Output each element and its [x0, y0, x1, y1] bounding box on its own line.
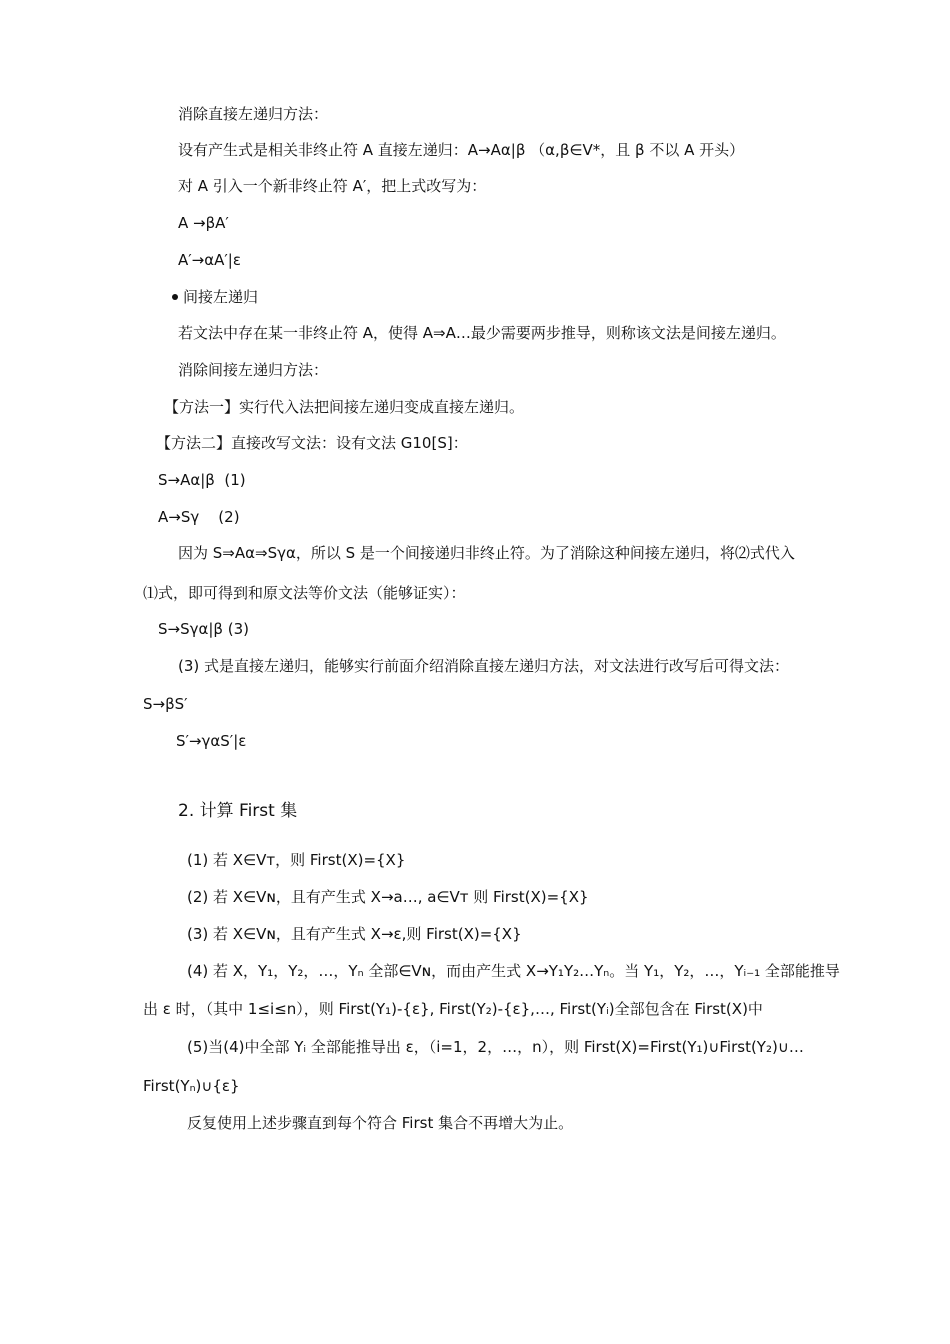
text-line: 消除间接左递归方法：	[178, 361, 329, 379]
rule-line: (1) 若 X∈Vт，则 First(X)={X}	[187, 851, 406, 869]
text-line: 【方法一】实行代入法把间接左递归变成直接左递归。	[164, 398, 525, 416]
bullet-icon	[172, 294, 178, 300]
formula-line: S→Aα|β (1)	[158, 471, 246, 489]
formula-line: A′→αA′|ε	[178, 251, 241, 269]
text-line: 若文法中存在某一非终止符 A，使得 A⇒A…最少需要两步推导，则称该文法是间接左递归。	[178, 324, 786, 342]
rule-line: 出 ε 时，（其中 1≤i≤n），则 First(Y₁)-{ε}, First(Y₂)-{ε},…, First(Yᵢ)全部包含在 First(X)中	[143, 1000, 763, 1018]
text-line: (3) 式是直接左递归，能够实行前面介绍消除直接左递归方法，对文法进行改写后可得文法：	[178, 657, 790, 675]
rule-line: (2) 若 X∈Vɴ，且有产生式 X→a…, a∈Vт 则 First(X)={X}	[187, 888, 589, 906]
formula-line: A →βA′	[178, 214, 229, 232]
bullet-text: 间接左递归	[183, 288, 259, 306]
formula-line: S→βS′	[143, 695, 188, 713]
formula-line: S→Sγα|β (3)	[158, 620, 250, 638]
formula-line: S′→γαS′|ε	[176, 732, 247, 750]
section-heading: 2. 计算 First 集	[178, 801, 298, 821]
formula-line: A→Sγ (2)	[158, 508, 240, 526]
rule-line: (4) 若 X，Y₁，Y₂，…，Yₙ 全部∈Vɴ，而由产生式 X→Y₁Y₂…Yₙ。当 Y₁，Y₂，…，Yᵢ₋₁ 全部能推导	[187, 962, 840, 980]
rule-line: First(Yₙ)∪{ε}	[143, 1077, 240, 1095]
text-line: 设有产生式是相关非终止符 A 直接左递归：A→Aα|β （α,β∈V*，且 β 不以 A 开头）	[178, 141, 745, 159]
text-line: 对 A 引入一个新非终止符 A′，把上式改写为：	[178, 177, 487, 195]
text-line: ⑴式，即可得到和原文法等价文法（能够证实）：	[143, 584, 466, 602]
text-line: 因为 S⇒Aα⇒Sγα，所以 S 是一个间接递归非终止符。为了消除这种间接左递归，将⑵式代入	[178, 544, 795, 562]
text-line: 消除直接左递归方法：	[178, 105, 329, 123]
bullet-item	[172, 287, 258, 307]
text-line: 反复使用上述步骤直到每个符合 First 集合不再增大为止。	[187, 1114, 574, 1132]
text-line: 【方法二】直接改写文法：设有文法 G10[S]：	[156, 434, 468, 452]
rule-line: (3) 若 X∈Vɴ，且有产生式 X→ε,则 First(X)={X}	[187, 925, 522, 943]
rule-line: (5)当(4)中全部 Yᵢ 全部能推导出 ε，（i=1，2，…，n），则 First(X)=First(Y₁)∪First(Y₂)∪…	[187, 1038, 804, 1056]
